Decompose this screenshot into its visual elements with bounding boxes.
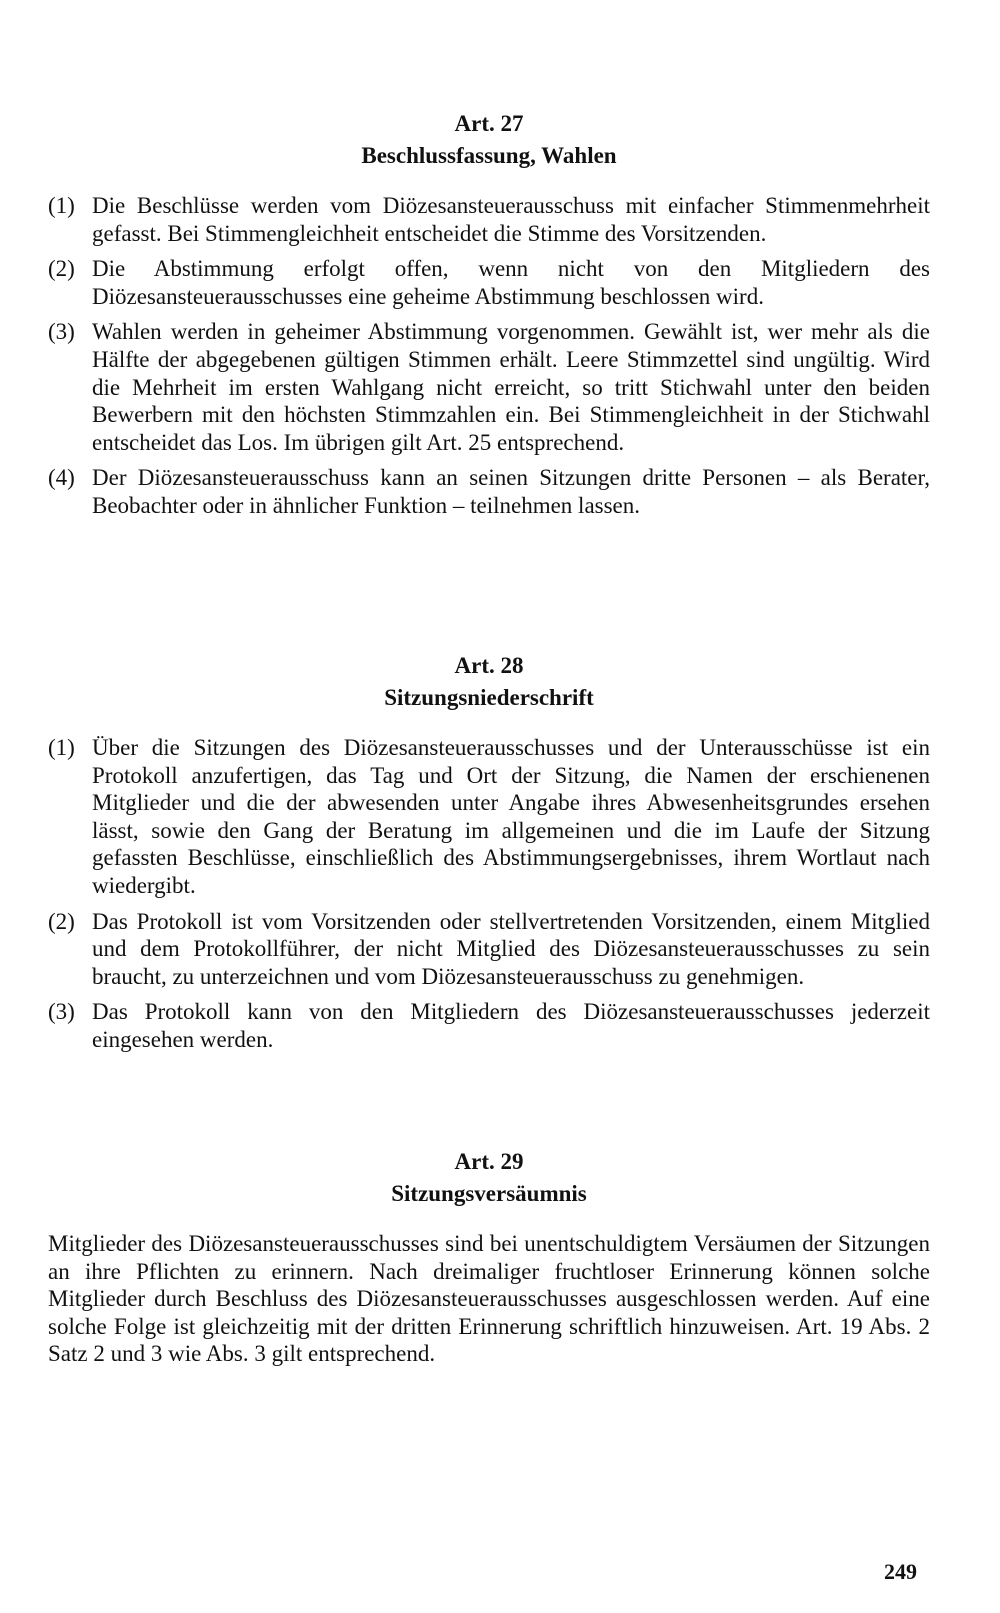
paragraph: [48, 255, 930, 310]
article-title: Sitzungsversäumnis: [391, 1181, 587, 1206]
article-number: Art. 29: [454, 1149, 524, 1174]
article-heading: [48, 1146, 930, 1210]
paragraph-number: (3): [48, 999, 75, 1025]
article-number: Art. 27: [454, 111, 524, 136]
paragraph-text: Die Beschlüsse werden vom Diözesansteuerausschuss mit einfacher Stimmenmehrheit gefasst. Bei Stimmengleichheit entscheidet die Stimme des Vorsitzenden.: [92, 193, 930, 246]
article-heading: [48, 108, 930, 172]
paragraph: [48, 908, 930, 991]
article-29: [48, 1146, 930, 1368]
paragraph-text: Mitglieder des Diözesansteuerausschusses sind bei unentschuldigtem Versäumen der Sitzungen an ihre Pflichten zu erinnern. Nach dreimaliger fruchtloser Erinnerung können solche Mitglieder durch Beschluss des Diözesansteuerausschusses ausgeschlossen werden. Auf eine solche Folge ist gleichzeitig mit der dritten Erinnerung schriftlich hinzuweisen. Art. 19 Abs. 2 Satz 2 und 3 wie Abs. 3 gilt entsprechend.: [48, 1231, 930, 1367]
paragraph-number: (1): [48, 735, 75, 760]
article-27: [48, 108, 930, 528]
article-28: [48, 650, 930, 1062]
article-number: Art. 28: [454, 653, 524, 678]
article-paragraphs: [48, 192, 930, 520]
article-paragraphs: [48, 1230, 930, 1368]
paragraph: [48, 192, 930, 247]
article-paragraphs: [48, 734, 930, 1054]
paragraph: [48, 464, 930, 519]
paragraph-text: Der Diözesansteuerausschuss kann an seinen Sitzungen dritte Personen – als Berater, Beobachter oder in ähnlicher Funktion – teilnehmen lassen.: [92, 465, 930, 518]
paragraph-text: Die Abstimmung erfolgt offen, wenn nicht von den Mitgliedern des Diözesansteuerausschusses eine geheime Abstimmung beschlossen wird.: [92, 256, 930, 309]
article-title: Sitzungsniederschrift: [384, 685, 594, 710]
paragraph-number: (2): [48, 908, 75, 934]
paragraph-text: Über die Sitzungen des Diözesansteuerausschusses und der Unterausschüsse ist ein Protokoll anzufertigen, das Tag und Ort der Sitzung, die Namen der erschienenen Mitglieder und die der abwesenden unter Angabe ihres Abwesenheitsgrundes ersehen lässt, sowie den Gang der Beratung im allgemeinen und die im Laufe der Sitzung gefassten Beschlüsse, einschließlich des Abstimmungsergebnisses, ihrem Wortlaut nach wiedergibt.: [92, 735, 930, 898]
paragraph-number: (2): [48, 256, 75, 282]
page-number: 249: [884, 1559, 917, 1584]
paragraph-number: (4): [48, 465, 75, 491]
paragraph-text: Das Protokoll ist vom Vorsitzenden oder stellvertretenden Vorsitzenden, einem Mitglied und dem Protokollführer, der nicht Mitglied des Diözesansteuerausschusses zu sein braucht, zu unterzeichnen und vom Diözesansteuerausschuss zu genehmigen.: [92, 908, 930, 989]
paragraph-text: Wahlen werden in geheimer Abstimmung vorgenommen. Gewählt ist, wer mehr als die Hälfte der abgegebenen gültigen Stimmen erhält. Leere Stimmzettel sind ungültig. Wird die Mehrheit im ersten Wahlgang nicht erreicht, so tritt Stichwahl unter den beiden Bewerbern mit den höchsten Stimmzahlen ein. Bei Stimmengleichheit in der Stichwahl entscheidet das Los. Im übrigen gilt Art. 25 entsprechend.: [92, 319, 930, 455]
article-title: Beschlussfassung, Wahlen: [361, 143, 617, 168]
paragraph-number: (3): [48, 319, 75, 345]
paragraph: [48, 734, 930, 900]
paragraph-number: (1): [48, 193, 75, 218]
paragraph: [48, 998, 930, 1053]
paragraph-text: Das Protokoll kann von den Mitgliedern des Diözesansteuerausschusses jederzeit eingesehen werden.: [92, 999, 930, 1052]
paragraph: [48, 318, 930, 456]
article-heading: [48, 650, 930, 714]
